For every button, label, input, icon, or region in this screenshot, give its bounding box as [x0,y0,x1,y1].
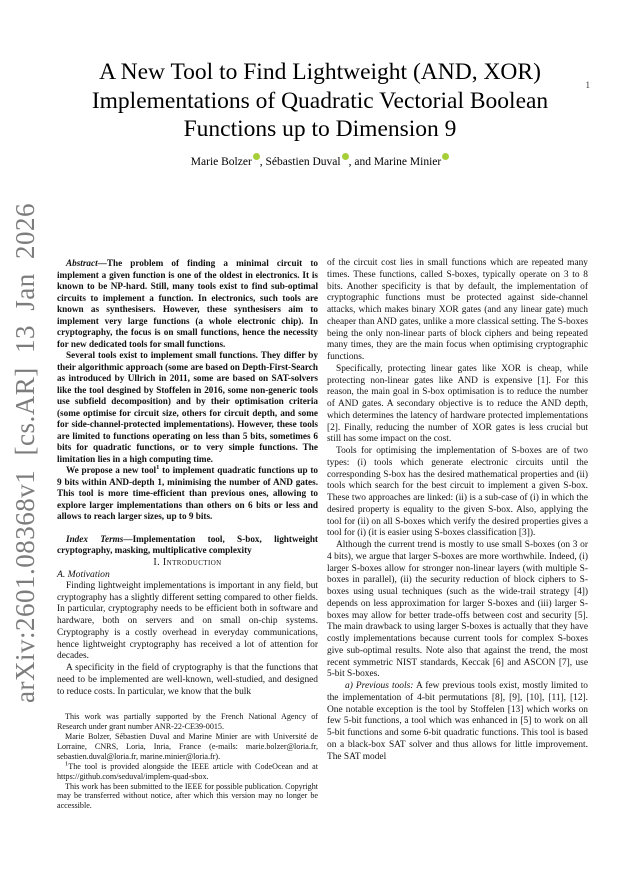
body-paragraph: Tools for optimising the implementation of S-boxes are of two types: (i) tools which generate electronic circuits until the corresponding S-box has the desired mathematical properties and (ii) tools which search for the best circuit to implement a given S-box. These two approaches are linked: (ii) is a sub-case of (i) in which the desired property is equality to the given S-box. Also, applying the tool for (ii) on all S-boxes which verify the desired properties gives a tool for (i) (it is easier using S-boxes classification [3]). [327,446,588,539]
section-heading-introduction: I. Introduction [153,556,222,568]
abstract-text: —The problem of finding a minimal circuit to implement a given function is one of the oldest in electronics. It is known to be NP-hard. Still, many tools exist to find sub-optimal circuits to implement a function. In electronics, such tools are known as synthesisers. However, these synthesisers aim to implement very large functions (a whole electronic chip). In cryptography, the focus is on small functions, hence the necessity for new dedicated tools for small functions. [57,258,318,349]
abstract-paragraph: Several tools exist to implement small functions. They differ by their algorithmic approach (some are based on Depth-First-Search as introduced by Ullrich in 2011, some are based on SAT-solvers like the tool desgined by Stoffelen in 2016, some non-generic tools use subfield decomposition) and by their optimisation criteria (some optimise for circuit size, others for circuit depth, and some for side-channel-protected implementations). However, these tools are limited to functions operating on less than 5 bits, sometimes 6 bits for quadratic functions, or to very simple functions. The limitation lies in a high computing time. [57,350,318,464]
body-paragraph: Finding lightweight implementations is important in any field, but cryptography has a slightly different setting compared to other fields. In particular, cryptography needs to be efficient both in software and hardware, both on servers and on small on-chip systems. Cryptography is a costly overhead in everyday communications, hence lightweight cryptography has received a lot of attention for decades. [57,580,318,662]
body-paragraph: of the circuit cost lies in small functions which are repeated many times. These functions, called S-boxes, typically operate on 3 to 8 bits. Another specificity is that by default, the implementation of cryptographic functions must be protected against side-channel attacks, which makes binary XOR gates (and any linear gate) much cheaper than AND gates, unlike a more classical setting. The S-boxes being the only non-linear parts of block ciphers and being repeated many times, they are the main focus when optimising cryptographic functions. [327,258,588,362]
footnotes-block [57,712,318,811]
footnote: This work has been submitted to the IEEE for possible publication. Copyright may be transferred without notice, after which this version may no longer be accessible. [57,781,318,811]
footnote: This work was partially supported by the French National Agency of Research under grant number ANR-22-CE39-0015. [57,712,318,732]
footnote-marker: 1 [65,760,69,768]
index-terms-label: Index Terms [66,533,124,544]
abstract-text: to implement quadratic functions up to 9 bits within AND-depth 1, minimising the number of AND gates. This tool is more time-efficient than previous ones, allowing to explore larger implementations than others on 6 bits or less and allows to reach larger sizes, up to 9 bits. [57,465,318,521]
abstract-text: We propose a new tool [66,465,157,475]
author-separator: , and [348,155,374,168]
authors-line [0,153,640,168]
body-paragraph: Although the current trend is mostly to use small S-boxes (on 3 or 4 bits), we argue that larger S-boxes are more worthwhile. Indeed, (i) larger S-boxes allow for stronger non-linear layers (with multiple S-boxes in parallel), (ii) the security reduction of block ciphers to S-boxes using usual techniques (such as the wide-trail strategy [4]) depends on less approximation for larger S-boxes and (iii) larger S-boxes may allow for better trade-offs between cost and security [5]. The main drawback to using larger S-boxes is actually that they have costly implementations because current tools for complex S-boxes give sub-optimal results. Note also that against the trend, the most recent symmetric NIST standards, Keccak [6] and ASCON [7], use 5-bit S-boxes. [327,540,588,680]
index-terms-text: —Implementation tool, S-box, lightweight cryptography, masking, multiplicative complexity [57,533,318,555]
orcid-icon [253,153,260,160]
right-column [327,258,588,811]
author-name: Sébastien Duval [265,155,341,168]
paragraph-text: A few previous tools exist, mostly limited to the implementation of 4-bit permutations [8], [9], [10], [11], [12]. One notable exception is the tool by Stoffelen [13] which works on few 5-bit functions, a tool which was enhanced in [5] to work on all 5-bit functions and some 6-bit quadratic functions. This tool is based on a black-box SAT solver and thus allows for little improvement. The SAT model [327,681,588,762]
abstract-section [57,258,318,523]
orcid-icon [342,153,349,160]
index-terms [57,534,318,557]
abstract-label: Abstract [66,258,98,268]
arxiv-watermark: arXiv:2601.08368v1 [cs.AR] 13 Jan 2026 [10,203,40,703]
two-column-body [57,258,587,811]
subsection-heading-motivation: A. Motivation [57,569,110,580]
left-column [57,258,318,811]
paragraph-lead: a) Previous tools: [345,681,414,691]
paper-title: A New Tool to Find Lightweight (AND, XOR) Implementations of Quadratic Vectorial Boolean Functions up to Dimension 9 [91,59,549,143]
footnote: Marie Bolzer, Sébastien Duval and Marine Minier are with Université de Lorraine, CNRS, Loria, Inria, France (e-mails: marie.bolzer@loria.fr, sebastien.duval@loria.fr, marine.minier@loria.fr). [57,732,318,761]
footnote-text: The tool is provided alongside the IEEE article with CodeOcean and at https://github.com/seduval/implem-quad-sbox. [57,761,318,781]
body-paragraph: A specificity in the field of cryptography is that the functions that need to be implemented are well-known, well-studied, and designed to reduce costs. In particular, we know that the bulk [57,663,318,697]
abstract-paragraph [57,258,318,350]
author-name: Marine Minier [373,155,442,168]
body-paragraph: Specifically, protecting linear gates like XOR is cheap, while protecting non-linear gates like AND is expensive [1]. For this reason, the main goal in S-box optimisation is to reduce the number of AND gates. A secondary objective is to reduce the AND depth, which determines the latency of hardware protected implementations [2]. Finally, reducing the number of XOR gates is less crucial but still has some impact on the cost. [327,363,588,445]
footnote-marker: 1 [156,463,160,471]
author-separator: , [259,155,266,168]
author-name: Marie Bolzer [190,155,252,168]
abstract-paragraph [57,465,318,523]
body-paragraph [327,681,588,763]
orcid-icon [442,153,449,160]
page-number: 1 [585,80,590,90]
footnote [57,762,318,782]
